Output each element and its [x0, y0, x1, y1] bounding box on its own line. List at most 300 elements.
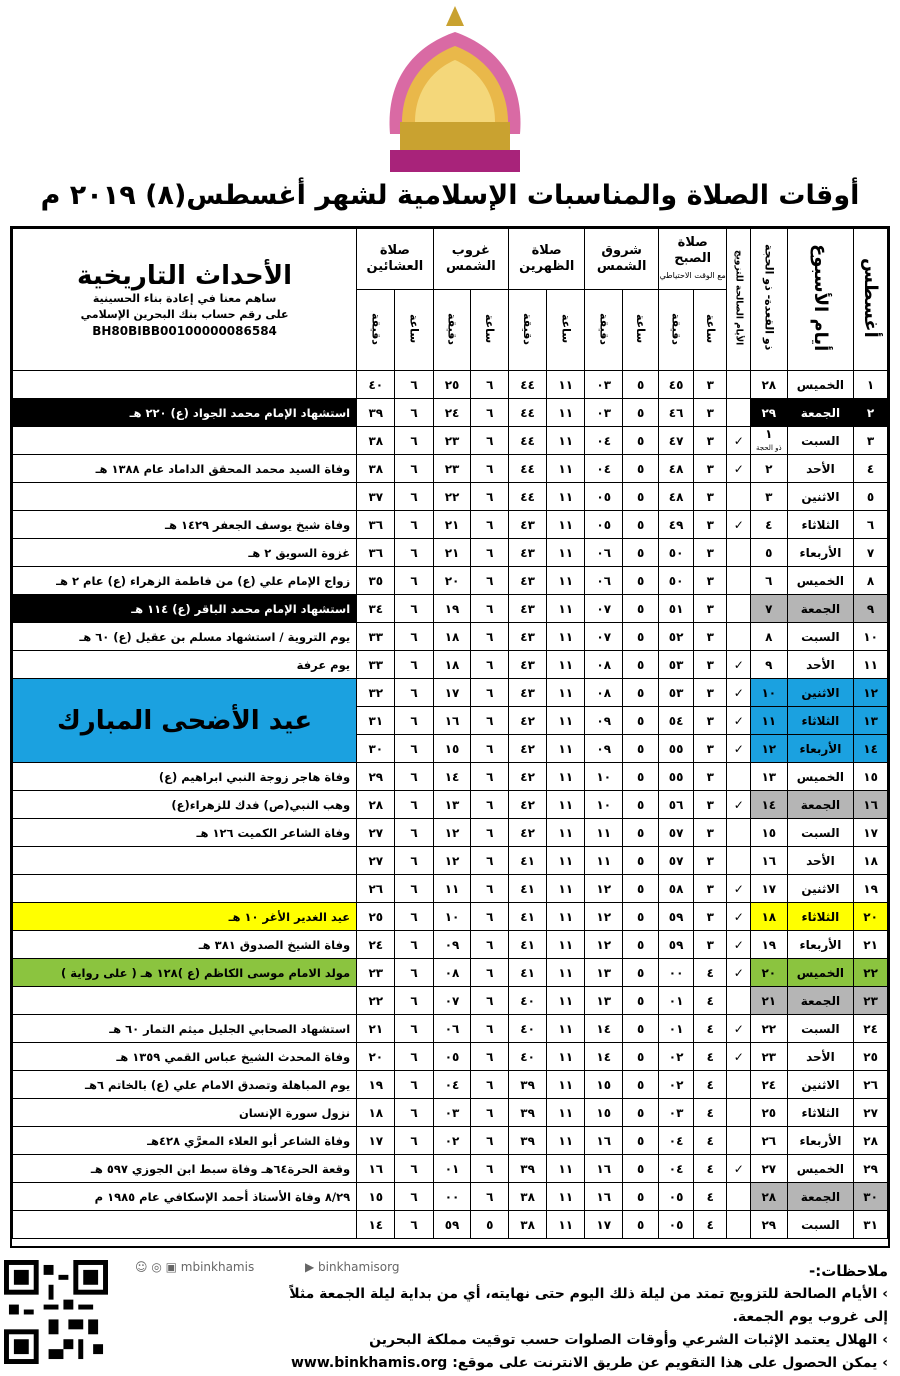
event-cell: وفاة المحدث الشيخ عباس القمي ١٣٥٩ هـ	[13, 1043, 357, 1071]
minute-cell: ٤٣	[509, 623, 547, 651]
hour-cell: ١١	[547, 1071, 585, 1099]
minute-cell: ٤١	[509, 931, 547, 959]
table-row	[13, 1071, 888, 1099]
minute-cell: ٤٧	[659, 427, 694, 455]
hour-cell: ٣	[694, 595, 727, 623]
minute-cell: ٤٠	[509, 1015, 547, 1043]
minute-cell: ٠٩	[585, 735, 623, 763]
hour-cell: ٦	[395, 959, 433, 987]
note-1: › الأيام الصالحة للتزويج تمتد من ليلة ذلك اليوم حتى نهايته، أي من بداية ليلة الجمعة مثلاً إلى غروب يوم الجمعة.	[289, 1286, 888, 1325]
check-icon: ✓	[733, 965, 744, 980]
minute-cell: ٠٤	[585, 427, 623, 455]
note-3: › يمكن الحصول على هذا التقويم عن طريق الانترنت على موقع: www.binkhamis.org	[291, 1355, 888, 1371]
minute-cell: ١٧	[357, 1127, 395, 1155]
minute-cell: ٢٩	[357, 763, 395, 791]
minute-cell: ١٥	[585, 1099, 623, 1127]
hour-cell: ٦	[471, 567, 509, 595]
marriage-cell	[727, 763, 751, 791]
hour-cell: ١١	[547, 959, 585, 987]
hijri-cell: ٢٧	[751, 1155, 788, 1183]
weekday-cell: الخميس	[787, 763, 854, 791]
minute-cell: ١٧	[585, 1211, 623, 1239]
minute-cell: ١٥	[357, 1183, 395, 1211]
minute-cell: ٤٣	[509, 651, 547, 679]
hour-cell: ٦	[471, 847, 509, 875]
hour-cell: ٦	[395, 1155, 433, 1183]
hour-cell: ٦	[395, 483, 433, 511]
hour-cell: ٥	[623, 763, 659, 791]
hour-cell: ٦	[471, 1043, 509, 1071]
hour-cell: ١١	[547, 567, 585, 595]
minute-cell: ٢٤	[433, 399, 471, 427]
hijri-cell: ٥	[751, 539, 788, 567]
marriage-cell	[727, 819, 751, 847]
hour-cell: ٥	[623, 1071, 659, 1099]
table-row	[13, 623, 888, 651]
page-title: أوقات الصلاة والمناسبات الإسلامية لشهر أغسطس(٨) ٢٠١٩ م	[40, 180, 860, 211]
hour-cell: ٦	[395, 651, 433, 679]
hour-cell: ٣	[694, 875, 727, 903]
date-cell: ١١	[854, 651, 888, 679]
hijri-cell: ٧	[751, 595, 788, 623]
date-cell: ٢٨	[854, 1127, 888, 1155]
minute-cell: ١٨	[357, 1099, 395, 1127]
date-cell: ١٠	[854, 623, 888, 651]
hour-cell: ٣	[694, 455, 727, 483]
date-cell: ٢٩	[854, 1155, 888, 1183]
hour-cell: ٤	[694, 1127, 727, 1155]
hijri-cell: ٢٠	[751, 959, 788, 987]
minute-cell: ٤٣	[509, 595, 547, 623]
hour-cell: ٥	[623, 791, 659, 819]
minute-cell: ٣٩	[509, 1155, 547, 1183]
marriage-cell	[727, 987, 751, 1015]
marriage-cell	[727, 1043, 751, 1071]
minute-cell: ٢٣	[357, 959, 395, 987]
hour-cell: ٥	[623, 707, 659, 735]
minute-cell: ٢٢	[357, 987, 395, 1015]
header-fajr: صلاة الصبح مع الوقت الاحتياطي	[659, 229, 727, 290]
minute-cell: ٣٩	[509, 1127, 547, 1155]
hour-cell: ٦	[471, 427, 509, 455]
table-row	[13, 1211, 888, 1239]
weekday-cell: الخميس	[787, 567, 854, 595]
date-cell: ٢٦	[854, 1071, 888, 1099]
hour-cell: ٦	[395, 735, 433, 763]
event-cell: يوم المباهلة وتصدق الامام علي (ع) بالخاتم ٦هـ	[13, 1071, 357, 1099]
hour-cell: ٥	[623, 875, 659, 903]
marriage-cell	[727, 1071, 751, 1099]
hour-cell: ١١	[547, 763, 585, 791]
check-icon: ✓	[733, 797, 744, 812]
minute-cell: ١٠	[585, 763, 623, 791]
hijri-cell: ٨	[751, 623, 788, 651]
hijri-cell: ١ ذو الحجة	[751, 427, 788, 455]
hour-cell: ٦	[471, 1099, 509, 1127]
hijri-cell: ١١	[751, 707, 788, 735]
hour-cell: ٦	[471, 1155, 509, 1183]
hijri-cell: ٢٦	[751, 1127, 788, 1155]
minute-cell: ٠٣	[585, 371, 623, 399]
table-row	[13, 847, 888, 875]
hour-cell: ٥	[471, 1211, 509, 1239]
marriage-cell	[727, 1211, 751, 1239]
date-cell: ٧	[854, 539, 888, 567]
minute-cell: ٣٣	[357, 623, 395, 651]
date-cell: ٩	[854, 595, 888, 623]
hijri-cell: ٣	[751, 483, 788, 511]
minute-cell: ١١	[433, 875, 471, 903]
minute-cell: ٣٤	[357, 595, 395, 623]
hijri-cell: ٢٩	[751, 399, 788, 427]
event-cell: يوم التروية / استشهاد مسلم بن عقيل (ع) ٦٠ هـ	[13, 623, 357, 651]
event-cell: وفاة السيد محمد المحقق الداماد عام ١٣٨٨ هـ	[13, 455, 357, 483]
minute-cell: ٤١	[509, 875, 547, 903]
date-cell: ٢٢	[854, 959, 888, 987]
minute-cell: ٠٥	[659, 1211, 694, 1239]
weekday-cell: الأحد	[787, 847, 854, 875]
minute-cell: ٤٩	[659, 511, 694, 539]
hour-cell: ٦	[395, 1127, 433, 1155]
minute-cell: ٥٣	[659, 679, 694, 707]
check-icon: ✓	[733, 1021, 744, 1036]
marriage-cell	[727, 931, 751, 959]
minute-cell: ٤٠	[357, 371, 395, 399]
minute-cell: ٠٧	[585, 595, 623, 623]
hour-cell: ٥	[623, 1043, 659, 1071]
hour-cell: ٥	[623, 987, 659, 1015]
minute-cell: ١٦	[585, 1183, 623, 1211]
hour-cell: ٦	[471, 707, 509, 735]
hour-cell: ٣	[694, 399, 727, 427]
minute-cell: ٠٨	[585, 679, 623, 707]
minute-cell: ٢٦	[357, 875, 395, 903]
minute-cell: ٣٨	[509, 1211, 547, 1239]
hour-cell: ٦	[471, 819, 509, 847]
hour-cell: ٦	[395, 987, 433, 1015]
date-cell: ٨	[854, 567, 888, 595]
header-sunset: غروب الشمس	[433, 229, 508, 290]
calendar-sheet	[10, 226, 890, 1248]
hour-cell: ١١	[547, 847, 585, 875]
hour-cell: ٦	[395, 847, 433, 875]
minute-cell: ٥٢	[659, 623, 694, 651]
minute-cell: ٢٣	[433, 427, 471, 455]
hour-cell: ١١	[547, 735, 585, 763]
hour-cell: ٣	[694, 847, 727, 875]
event-cell: استشهاد الإمام محمد الباقر (ع) ١١٤ هـ	[13, 595, 357, 623]
header-hijri: ذو القعدة- ذو الحجة	[751, 229, 788, 371]
minute-cell: ٤٤	[509, 371, 547, 399]
marriage-cell	[727, 735, 751, 763]
event-cell	[13, 1211, 357, 1239]
marriage-cell	[727, 567, 751, 595]
hour-cell: ١١	[547, 1183, 585, 1211]
minute-cell: ٣٧	[357, 483, 395, 511]
hour-cell: ٦	[471, 623, 509, 651]
weekday-cell: الأربعاء	[787, 1127, 854, 1155]
hour-cell: ٦	[395, 623, 433, 651]
minute-cell: ٠٠	[659, 959, 694, 987]
hour-cell: ٥	[623, 1155, 659, 1183]
minute-cell: ٥٩	[659, 903, 694, 931]
minute-cell: ٢٥	[433, 371, 471, 399]
table-row	[13, 455, 888, 483]
hour-cell: ٣	[694, 539, 727, 567]
header-minute: دقيقة	[357, 290, 395, 371]
minute-cell: ٤٤	[509, 455, 547, 483]
minute-cell: ٤٥	[659, 371, 694, 399]
minute-cell: ٤٨	[659, 455, 694, 483]
minute-cell: ٤٢	[509, 707, 547, 735]
hour-cell: ٦	[471, 791, 509, 819]
table-row	[13, 1183, 888, 1211]
hour-cell: ١١	[547, 931, 585, 959]
hour-cell: ٦	[395, 399, 433, 427]
hour-cell: ٥	[623, 931, 659, 959]
header-minute: دقيقة	[659, 290, 694, 371]
hour-cell: ٣	[694, 679, 727, 707]
hour-cell: ٦	[471, 735, 509, 763]
notes-title: ملاحظات:-	[808, 1262, 888, 1280]
hour-cell: ٤	[694, 1099, 727, 1127]
header-august: أغسطس	[854, 229, 888, 371]
weekday-cell: الأربعاء	[787, 735, 854, 763]
hour-cell: ٥	[623, 623, 659, 651]
check-icon: ✓	[733, 741, 744, 756]
header-minute: دقيقة	[585, 290, 623, 371]
minute-cell: ٣٦	[357, 511, 395, 539]
hour-cell: ٤	[694, 987, 727, 1015]
minute-cell: ٣٩	[509, 1071, 547, 1099]
hijri-cell: ٢٩	[751, 1211, 788, 1239]
hour-cell: ٣	[694, 427, 727, 455]
hour-cell: ١١	[547, 1127, 585, 1155]
table-row	[13, 567, 888, 595]
hour-cell: ٥	[623, 595, 659, 623]
hour-cell: ٥	[623, 903, 659, 931]
minute-cell: ٣٥	[357, 567, 395, 595]
minute-cell: ١١	[585, 819, 623, 847]
weekday-cell: الأحد	[787, 455, 854, 483]
table-row	[13, 679, 888, 707]
hour-cell: ٣	[694, 819, 727, 847]
minute-cell: ١٨	[433, 651, 471, 679]
marriage-cell	[727, 511, 751, 539]
hour-cell: ١١	[547, 903, 585, 931]
hour-cell: ٤	[694, 959, 727, 987]
hour-cell: ٥	[623, 399, 659, 427]
event-cell: مولد الامام موسى الكاظم (ع )١٢٨ هـ ( على رواية )	[13, 959, 357, 987]
minute-cell: ٣٨	[357, 427, 395, 455]
minute-cell: ١٣	[433, 791, 471, 819]
table-row	[13, 763, 888, 791]
date-cell: ١٩	[854, 875, 888, 903]
hour-cell: ٦	[395, 707, 433, 735]
hour-cell: ٤	[694, 1211, 727, 1239]
hijri-cell: ٢٤	[751, 1071, 788, 1099]
site-handle[interactable]: ▶ binkhamisorg	[305, 1260, 400, 1274]
event-cell: ٨/٢٩ وفاة الأستاذ أحمد الإسكافي عام ١٩٨٥ م	[13, 1183, 357, 1211]
minute-cell: ٤٣	[509, 567, 547, 595]
weekday-cell: الاثنين	[787, 679, 854, 707]
hour-cell: ٦	[471, 679, 509, 707]
minute-cell: ٠٦	[585, 567, 623, 595]
minute-cell: ١٩	[357, 1071, 395, 1099]
hour-cell: ١١	[547, 1155, 585, 1183]
date-cell: ٢٤	[854, 1015, 888, 1043]
hour-cell: ١١	[547, 679, 585, 707]
hour-cell: ٦	[471, 875, 509, 903]
date-cell: ١٦	[854, 791, 888, 819]
hijri-cell: ٢٥	[751, 1099, 788, 1127]
minute-cell: ١٠	[433, 903, 471, 931]
hour-cell: ٦	[395, 679, 433, 707]
minute-cell: ٠٥	[585, 483, 623, 511]
marriage-cell	[727, 455, 751, 483]
date-cell: ٣٠	[854, 1183, 888, 1211]
minute-cell: ٠١	[433, 1155, 471, 1183]
table-row	[13, 427, 888, 455]
date-cell: ٢٥	[854, 1043, 888, 1071]
minute-cell: ١٤	[357, 1211, 395, 1239]
minute-cell: ٤٨	[659, 483, 694, 511]
prayer-times-table	[12, 228, 888, 1239]
minute-cell: ٠٤	[659, 1127, 694, 1155]
weekday-cell: السبت	[787, 1015, 854, 1043]
minute-cell: ٠٥	[433, 1043, 471, 1071]
minute-cell: ٠٨	[585, 651, 623, 679]
minute-cell: ١٥	[585, 1071, 623, 1099]
minute-cell: ٢٢	[433, 483, 471, 511]
minute-cell: ٥٣	[659, 651, 694, 679]
minute-cell: ٣٩	[357, 399, 395, 427]
table-row	[13, 371, 888, 399]
minute-cell: ٥٨	[659, 875, 694, 903]
event-cell: وفاة شيخ يوسف الجعفر ١٤٢٩ هـ	[13, 511, 357, 539]
minute-cell: ٢٥	[357, 903, 395, 931]
hour-cell: ٣	[694, 371, 727, 399]
minute-cell: ١٢	[585, 875, 623, 903]
hour-cell: ٦	[395, 539, 433, 567]
date-cell: ٦	[854, 511, 888, 539]
minute-cell: ٠٥	[585, 511, 623, 539]
note-2: › الهلال يعتمد الإثبات الشرعي وأوقات الصلوات حسب توقيت مملكة البحرين	[369, 1332, 888, 1348]
minute-cell: ١٧	[433, 679, 471, 707]
minute-cell: ١٢	[433, 819, 471, 847]
hour-cell: ٤	[694, 1043, 727, 1071]
hour-cell: ١١	[547, 707, 585, 735]
date-cell: ٤	[854, 455, 888, 483]
hour-cell: ٥	[623, 1015, 659, 1043]
binkhamis-logo	[360, 4, 550, 176]
minute-cell: ٤٠	[509, 1043, 547, 1071]
table-row	[13, 875, 888, 903]
hour-cell: ٦	[395, 1183, 433, 1211]
minute-cell: ٤٠	[509, 987, 547, 1015]
event-cell: وفاة هاجر زوجة النبي ابراهيم (ع)	[13, 763, 357, 791]
minute-cell: ١٨	[433, 623, 471, 651]
donate-line-2: على رقم حساب بنك البحرين الإسلامي	[80, 307, 289, 321]
table-row	[13, 819, 888, 847]
minute-cell: ٣٢	[357, 679, 395, 707]
minute-cell: ٣٣	[357, 651, 395, 679]
header-minute: دقيقة	[509, 290, 547, 371]
marriage-cell	[727, 875, 751, 903]
header-weekday: أيام الأسبوع	[787, 229, 854, 371]
hour-cell: ١١	[547, 623, 585, 651]
table-row	[13, 987, 888, 1015]
hour-cell: ١١	[547, 399, 585, 427]
weekday-cell: الثلاثاء	[787, 707, 854, 735]
hijri-cell: ١٦	[751, 847, 788, 875]
minute-cell: ١٩	[433, 595, 471, 623]
hour-cell: ١١	[547, 595, 585, 623]
hijri-cell: ٢٢	[751, 1015, 788, 1043]
hour-cell: ٦	[471, 903, 509, 931]
hour-cell: ٦	[471, 1071, 509, 1099]
check-icon: ✓	[733, 881, 744, 896]
header-isha: صلاة العشائين	[357, 229, 434, 290]
qr-code-icon	[4, 1260, 108, 1364]
weekday-cell: السبت	[787, 427, 854, 455]
minute-cell: ٢١	[433, 511, 471, 539]
date-cell: ١٥	[854, 763, 888, 791]
event-cell: زواج الإمام علي (ع) من فاطمة الزهراء (ع) عام ٢ هـ	[13, 567, 357, 595]
hour-cell: ٦	[395, 1211, 433, 1239]
events-title: الأحداث التاريخية	[77, 260, 293, 291]
hour-cell: ١١	[547, 791, 585, 819]
date-cell: ٢	[854, 399, 888, 427]
hour-cell: ٣	[694, 763, 727, 791]
minute-cell: ٥٧	[659, 819, 694, 847]
hijri-cell: ٢	[751, 455, 788, 483]
hour-cell: ١١	[547, 455, 585, 483]
minute-cell: ٥٩	[659, 931, 694, 959]
hour-cell: ٦	[395, 455, 433, 483]
minute-cell: ٠١	[659, 1015, 694, 1043]
hour-cell: ٥	[623, 427, 659, 455]
hour-cell: ٦	[395, 1043, 433, 1071]
minute-cell: ٥٥	[659, 735, 694, 763]
minute-cell: ٠٢	[659, 1043, 694, 1071]
minute-cell: ٠٥	[659, 1183, 694, 1211]
minute-cell: ٠٤	[585, 455, 623, 483]
check-icon: ✓	[733, 461, 744, 476]
weekday-cell: الثلاثاء	[787, 1099, 854, 1127]
hour-cell: ٥	[623, 1211, 659, 1239]
minute-cell: ٠٢	[433, 1127, 471, 1155]
weekday-cell: الجمعة	[787, 399, 854, 427]
hour-cell: ٦	[395, 875, 433, 903]
minute-cell: ٠٨	[433, 959, 471, 987]
header-hour: ساعة	[694, 290, 727, 371]
hour-cell: ١١	[547, 987, 585, 1015]
weekday-cell: الخميس	[787, 371, 854, 399]
hour-cell: ٥	[623, 539, 659, 567]
minute-cell: ٤٤	[509, 483, 547, 511]
marriage-cell	[727, 1155, 751, 1183]
check-icon: ✓	[733, 1161, 744, 1176]
hour-cell: ٦	[471, 1127, 509, 1155]
hour-cell: ٦	[471, 371, 509, 399]
footer	[0, 1252, 900, 1376]
weekday-cell: الأربعاء	[787, 539, 854, 567]
check-icon: ✓	[733, 517, 744, 532]
minute-cell: ٣٩	[509, 1099, 547, 1127]
social-handle[interactable]: ☺ ◎ ▣ mbinkhamis	[135, 1260, 255, 1274]
event-cell	[13, 483, 357, 511]
